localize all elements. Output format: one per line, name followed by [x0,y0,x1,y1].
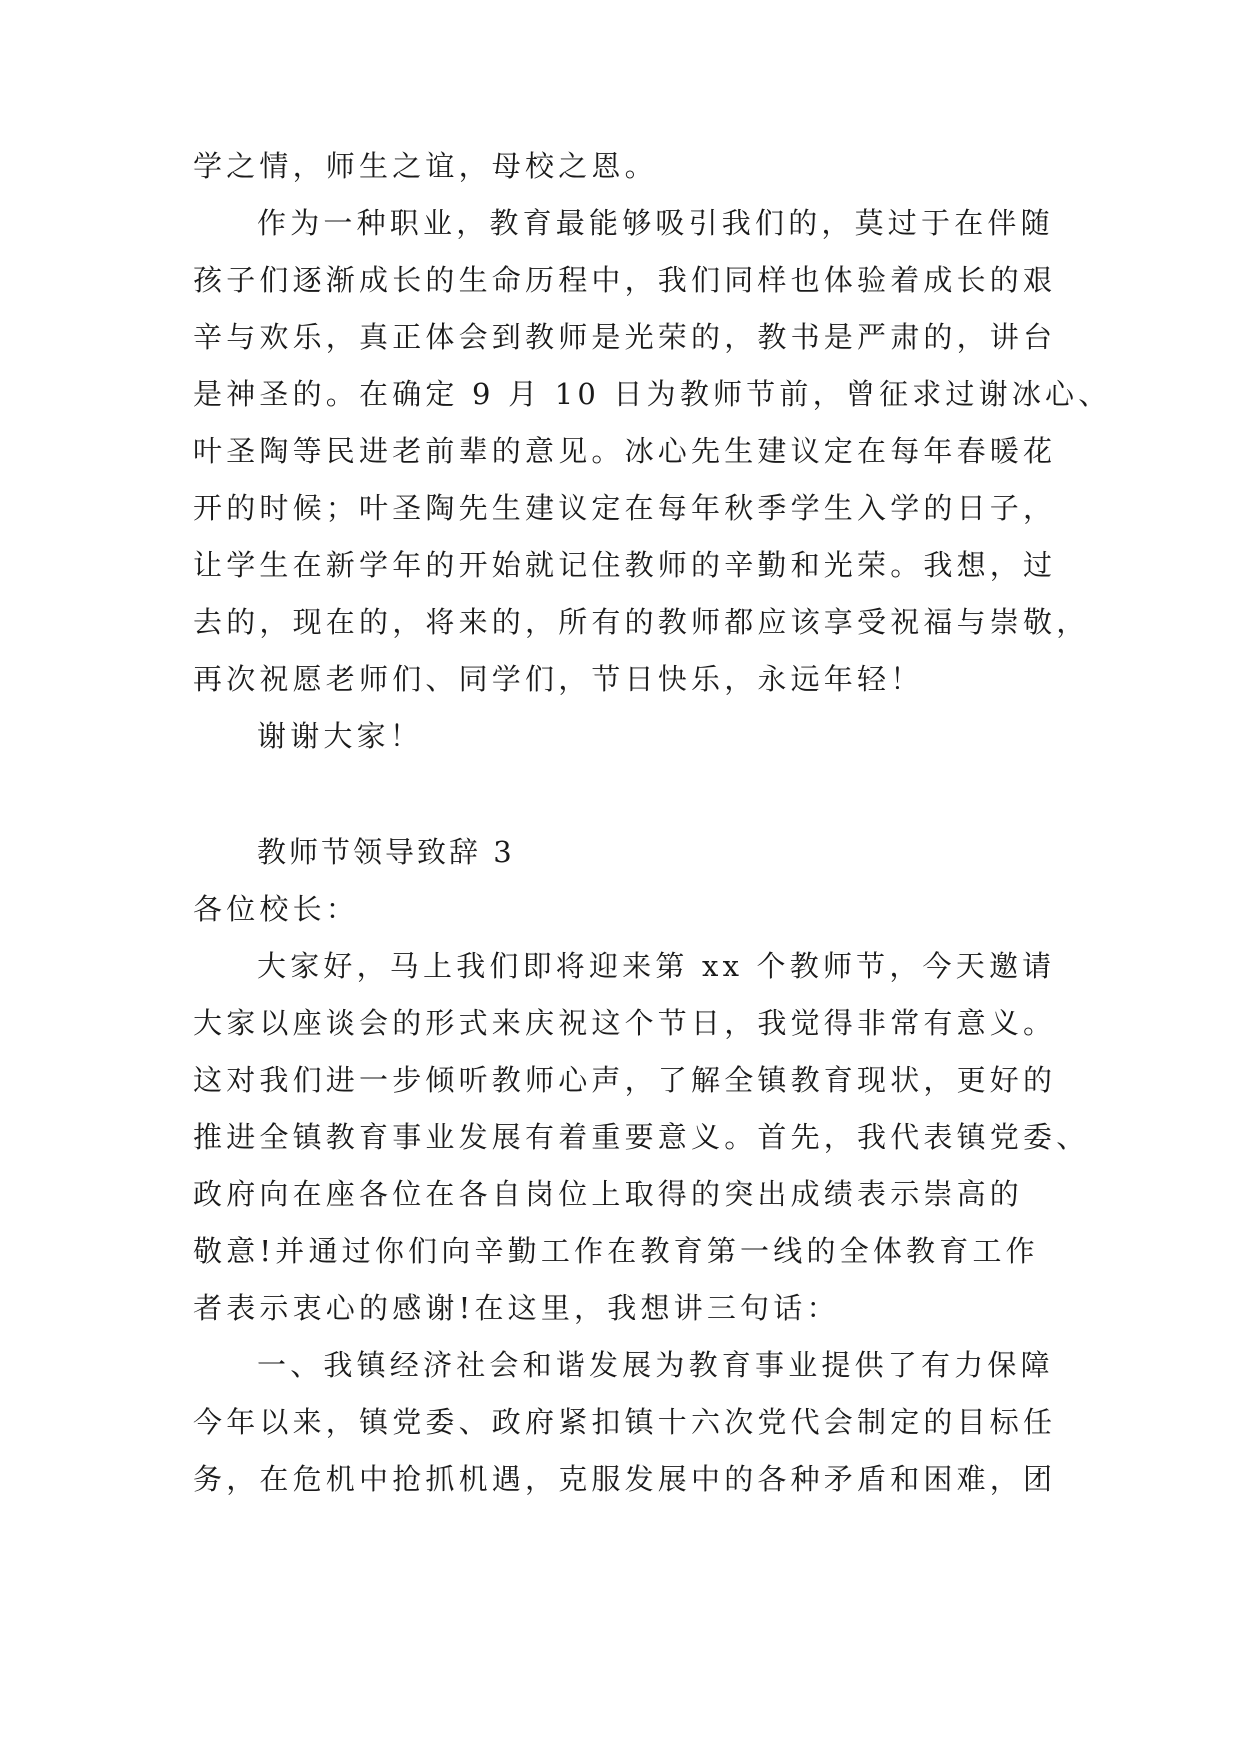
paragraph-line: 让学生在新学年的开始就记住教师的辛勤和光荣。我想，过 [193,548,1057,582]
paragraph-line: 这对我们进一步倾听教师心声，了解全镇教育现状，更好的 [193,1063,1057,1097]
paragraph-line: 学之情，师生之谊，母校之恩。 [193,149,658,183]
paragraph-line: 是神圣的。在确定 9 月 10 日为教师节前，曾征求过谢冰心、 [193,377,1112,411]
paragraph-line: 者表示衷心的感谢!在这里，我想讲三句话： [193,1291,840,1325]
paragraph-line: 开的时候；叶圣陶先生建议定在每年秋季学生入学的日子， [193,491,1057,525]
paragraph-line: 一、我镇经济社会和谐发展为教育事业提供了有力保障 [257,1348,1054,1382]
paragraph-line: 政府向在座各位在各自岗位上取得的突出成绩表示崇高的 [193,1177,1024,1211]
paragraph-line: 去的，现在的，将来的，所有的教师都应该享受祝福与崇敬， [193,605,1090,639]
paragraph-line: 大家以座谈会的形式来庆祝这个节日，我觉得非常有意义。 [193,1006,1057,1040]
closing-line: 谢谢大家！ [257,719,424,753]
paragraph-line: 务，在危机中抢抓机遇，克服发展中的各种矛盾和困难，团 [193,1462,1057,1496]
section-title: 教师节领导致辞 3 [257,835,515,869]
paragraph-line: 辛与欢乐，真正体会到教师是光荣的，教书是严肃的，讲台 [193,320,1057,354]
paragraph-line: 大家好，马上我们即将迎来第 xx 个教师节，今天邀请 [257,949,1056,983]
paragraph-line: 今年以来，镇党委、政府紧扣镇十六次党代会制定的目标任 [193,1405,1057,1439]
paragraph-line: 推进全镇教育事业发展有着重要意义。首先，我代表镇党委、 [193,1120,1090,1154]
salutation: 各位校长： [193,892,360,926]
paragraph-line: 作为一种职业，教育最能够吸引我们的，莫过于在伴随 [257,206,1054,240]
paragraph-line: 敬意!并通过你们向辛勤工作在教育第一线的全体教育工作 [193,1234,1039,1268]
paragraph-line: 孩子们逐渐成长的生命历程中，我们同样也体验着成长的艰 [193,263,1057,297]
paragraph-line: 再次祝愿老师们、同学们，节日快乐，永远年轻！ [193,662,924,696]
paragraph-line: 叶圣陶等民进老前辈的意见。冰心先生建议定在每年春暖花 [193,434,1057,468]
